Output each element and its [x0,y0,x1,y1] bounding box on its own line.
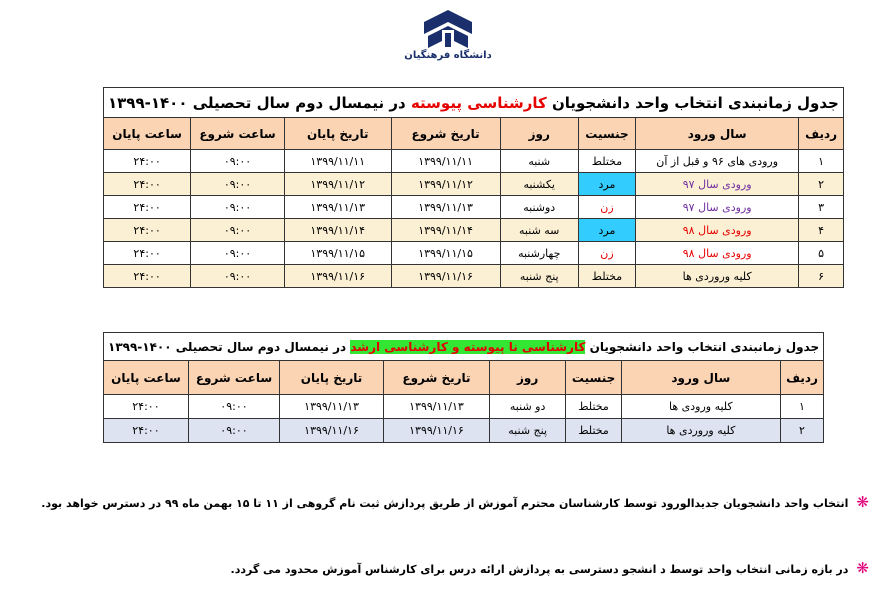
day: چهارشنبه [500,242,578,265]
header-day: روز [500,118,578,150]
header-entry-year: سال ورود [621,361,780,395]
end-time: ۲۴:۰۰ [104,419,189,443]
end-date: ۱۳۹۹/۱۱/۱۴ [284,219,391,242]
table2-header-row [104,361,824,395]
gender: مختلط [566,395,622,419]
table-row [104,219,844,242]
end-date: ۱۳۹۹/۱۱/۱۱ [284,150,391,173]
gender: مرد [578,173,635,196]
day: سه شنبه [500,219,578,242]
table-row [104,419,824,443]
start-time: ۰۹:۰۰ [188,419,279,443]
start-date: ۱۳۹۹/۱۱/۱۳ [383,395,489,419]
end-time: ۲۴:۰۰ [104,265,191,288]
header-start-date: تاریخ شروع [383,361,489,395]
entry-year: ورودی سال ۹۸ [635,219,798,242]
header-end-time: ساعت پایان [104,118,191,150]
header-end-date: تاریخ پایان [280,361,384,395]
start-date: ۱۳۹۹/۱۱/۱۶ [383,419,489,443]
table-row [104,196,844,219]
header-start-date: تاریخ شروع [391,118,500,150]
start-time: ۰۹:۰۰ [191,242,285,265]
schedule-table-continuous [103,87,844,288]
table-row [104,395,824,419]
start-time: ۰۹:۰۰ [191,173,285,196]
gender: مرد [578,219,635,242]
header-row-number: ردیف [780,361,823,395]
gender: زن [578,196,635,219]
logo-caption: دانشگاه فرهنگیان [404,50,492,61]
table-row [104,242,844,265]
day: پنج شنبه [500,265,578,288]
start-time: ۰۹:۰۰ [191,265,285,288]
end-time: ۲۴:۰۰ [104,219,191,242]
start-date: ۱۳۹۹/۱۱/۱۱ [391,150,500,173]
table1-title-highlight: کارشناسی پیوسته [410,93,547,112]
asterisk-bullet-icon: ❋ [856,559,869,577]
entry-year: ورودی سال ۹۷ [635,196,798,219]
end-time: ۲۴:۰۰ [104,196,191,219]
table1-title [104,88,844,118]
gender: مختلط [566,419,622,443]
row-number: ۶ [799,265,844,288]
header-gender: جنسیت [566,361,622,395]
end-time: ۲۴:۰۰ [104,395,189,419]
table2-title-part1: جدول زمانبندی انتخاب واحد دانشجویان [585,339,820,354]
table-row [104,150,844,173]
start-date: ۱۳۹۹/۱۱/۱۳ [391,196,500,219]
end-date: ۱۳۹۹/۱۱/۱۵ [284,242,391,265]
start-date: ۱۳۹۹/۱۱/۱۶ [391,265,500,288]
note-text: انتخاب واحد دانشجویان جدیدالورود توسط کارشناسان محترم آموزش از طریق پردازش ثبت نام گروهی از ۱۱ تا ۱۵ بهمن ماه ۹۹ در دسترس خواهد بود. [41,497,849,510]
end-date: ۱۳۹۹/۱۱/۱۳ [284,196,391,219]
start-time: ۰۹:۰۰ [191,150,285,173]
start-date: ۱۳۹۹/۱۱/۱۴ [391,219,500,242]
gender: زن [578,242,635,265]
start-date: ۱۳۹۹/۱۱/۱۲ [391,173,500,196]
end-date: ۱۳۹۹/۱۱/۱۳ [280,395,384,419]
start-time: ۰۹:۰۰ [188,395,279,419]
row-number: ۵ [799,242,844,265]
table1-title-part2: در نیمسال دوم سال تحصیلی ۱۴۰۰-۱۳۹۹ [108,93,411,112]
end-date: ۱۳۹۹/۱۱/۱۶ [280,419,384,443]
header-start-time: ساعت شروع [188,361,279,395]
day: یکشنبه [500,173,578,196]
row-number: ۲ [799,173,844,196]
end-date: ۱۳۹۹/۱۱/۱۶ [284,265,391,288]
day: دوشنبه [500,196,578,219]
day: پنج شنبه [489,419,565,443]
note-item [231,559,869,577]
header-start-time: ساعت شروع [191,118,285,150]
table2-title [104,333,824,361]
start-time: ۰۹:۰۰ [191,196,285,219]
end-time: ۲۴:۰۰ [104,150,191,173]
row-number: ۳ [799,196,844,219]
header-entry-year: سال ورود [635,118,798,150]
note-text: در بازه زمانی انتخاب واحد توسط د انشجو دسترسی به پردازش ارائه درس برای کارشناس آموزش محدود می گردد. [230,563,849,576]
table1-header-row [104,118,844,150]
asterisk-bullet-icon: ❋ [856,493,869,511]
entry-year: ورودی سال ۹۷ [635,173,798,196]
row-number: ۱ [780,395,823,419]
end-date: ۱۳۹۹/۱۱/۱۲ [284,173,391,196]
note-item [41,493,869,511]
header-end-date: تاریخ پایان [284,118,391,150]
end-time: ۲۴:۰۰ [104,242,191,265]
day: دو شنبه [489,395,565,419]
table-row [104,173,844,196]
start-time: ۰۹:۰۰ [191,219,285,242]
entry-year: کلیه ورودی ها [621,395,780,419]
table-row [104,265,844,288]
header-end-time: ساعت پایان [104,361,189,395]
header-row-number: ردیف [799,118,844,150]
day: شنبه [500,150,578,173]
gender: مختلط [578,265,635,288]
table2-title-part2: در نیمسال دوم سال تحصیلی ۱۴۰۰-۱۳۹۹ [108,339,351,354]
row-number: ۱ [799,150,844,173]
start-date: ۱۳۹۹/۱۱/۱۵ [391,242,500,265]
entry-year: کلیه وروردی ها [621,419,780,443]
entry-year: ورودی سال ۹۸ [635,242,798,265]
entry-year: کلیه وروردی ها [635,265,798,288]
row-number: ۲ [780,419,823,443]
end-time: ۲۴:۰۰ [104,173,191,196]
schedule-table-noncontinuous-masters [103,332,824,443]
gender: مختلط [578,150,635,173]
table2-title-highlight: کارشناسی نا پیوسته و کارشناسی ارشد [350,339,586,354]
row-number: ۴ [799,219,844,242]
table1-title-part1: جدول زمانبندی انتخاب واحد دانشجویان [546,93,839,112]
header-gender: جنسیت [578,118,635,150]
header-day: روز [489,361,565,395]
entry-year: ورودی های ۹۶ و قبل از آن [635,150,798,173]
